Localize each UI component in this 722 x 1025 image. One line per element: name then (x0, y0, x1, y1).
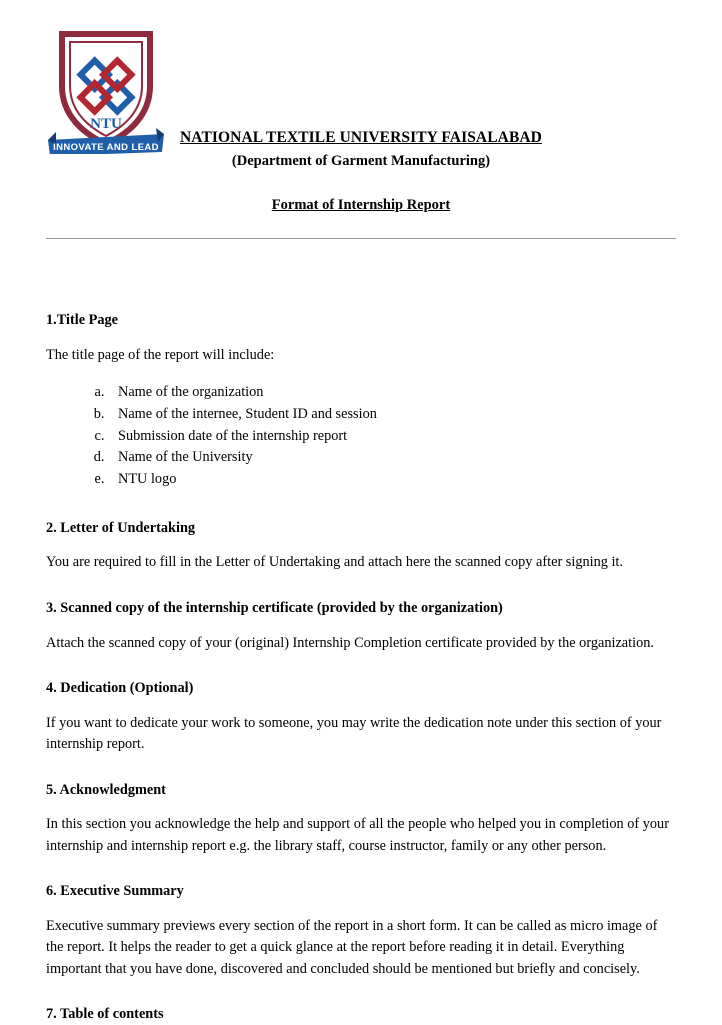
section-body-dedication: If you want to dedicate your work to someone, you may write the dedication note under this section of your internship report. (46, 714, 662, 753)
section-heading-table-of-contents: 7. Table of contents (46, 1006, 164, 1023)
section-heading-letter-of-undertaking: 2. Letter of Undertaking (46, 519, 196, 536)
list-item: e. NTU logo (108, 469, 678, 491)
document-header (46, 128, 676, 214)
section-body-acknowledgment: In this section you acknowledge the help and support of all the people who helped you in completion of your internship and internship report e.g. the library staff, course instructor, family or any other person. (46, 816, 669, 854)
section-heading-title-page: 1.Title Page (46, 312, 119, 328)
section-body-scanned-certificate: Attach the scanned copy of your (original) Internship Completion certificate provided by the organization. (46, 634, 654, 651)
section-heading-acknowledgment: 5. Acknowledgment (46, 781, 166, 798)
section-body-executive-summary: Executive summary previews every section of the report in a short form. It can be called as micro image of the report. It helps the reader to get a quick glance at the report before reading it in detail. Everything important that you have done, discovered and concluded should be mentioned but briefly and concisely. (46, 917, 658, 977)
list-item: b. Name of the internee, Student ID and session (108, 404, 678, 426)
list-item: a. Name of the organization (108, 382, 678, 404)
university-name: NATIONAL TEXTILE UNIVERSITY FAISALABAD (180, 129, 542, 146)
logo-ribbon-text: INNOVATE AND LEAD (53, 142, 159, 153)
department-name: (Department of Garment Manufacturing) (231, 152, 491, 169)
list-item: d. Name of the University (108, 447, 678, 469)
title-page-list (46, 382, 678, 491)
header-divider (46, 238, 676, 239)
section-heading-dedication: 4. Dedication (Optional) (46, 680, 194, 697)
list-item: c. Submission date of the internship report (108, 426, 678, 448)
document-body (46, 310, 678, 1025)
page-title: Format of Internship Report (271, 196, 451, 213)
section-body-letter-of-undertaking: You are required to fill in the Letter of Undertaking and attach here the scanned copy after signing it. (46, 554, 623, 571)
logo-monogram: NTU (90, 116, 122, 132)
section-heading-executive-summary: 6. Executive Summary (46, 883, 184, 900)
section-heading-scanned-certificate: 3. Scanned copy of the internship certificate (provided by the organization) (46, 599, 503, 616)
section-intro-title-page: The title page of the report will include: (46, 346, 275, 363)
